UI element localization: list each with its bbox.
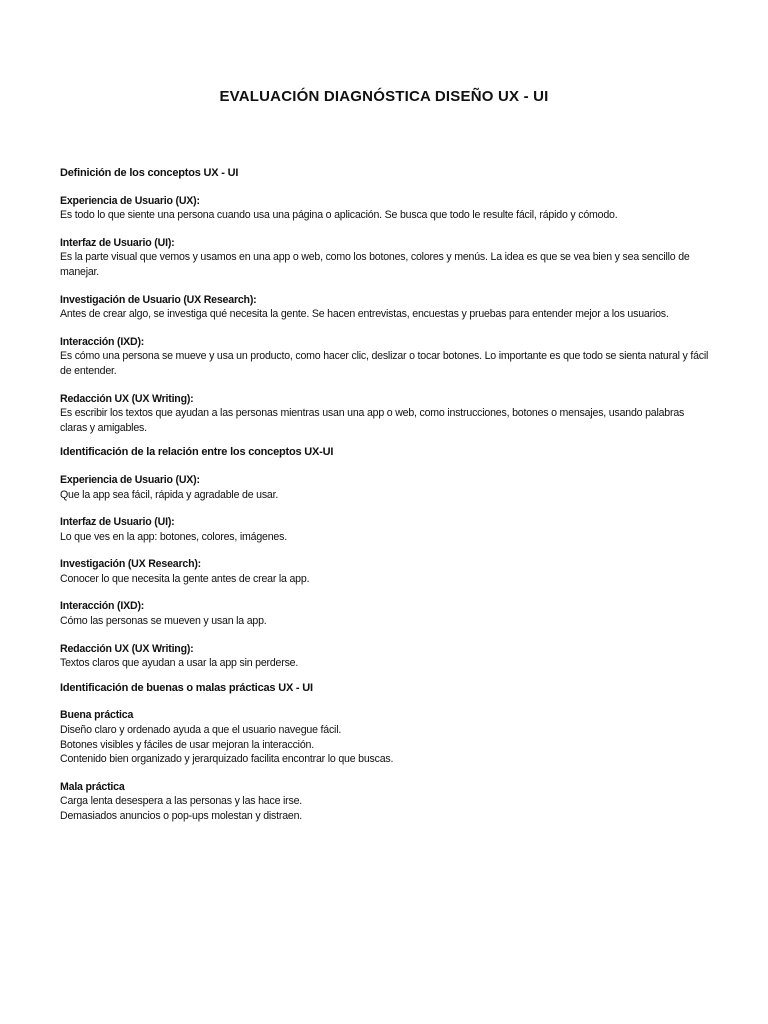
item-term: Interfaz de Usuario (UI): [60,516,175,529]
item-text: Lo que ves en la app: botones, colores, imágenes. [60,530,287,543]
section-practices [60,681,710,824]
relation-item [60,473,710,502]
definition-item [60,335,710,379]
relation-item [60,599,710,628]
section-heading: Identificación de buenas o malas prácticas UX - UI [60,681,313,694]
item-line: Diseño claro y ordenado ayuda a que el usuario navegue fácil. [60,724,342,737]
item-term: Mala práctica [60,780,125,793]
bad-practice-item [60,780,710,824]
item-line: Contenido bien organizado y jerarquizado facilita encontrar lo que buscas. [60,753,394,766]
item-term: Redacción UX (UX Writing): [60,642,194,655]
definition-item [60,293,710,322]
item-text: Textos claros que ayudan a usar la app sin perderse. [60,657,299,670]
item-term: Interacción (IXD): [60,600,145,613]
page-title: EVALUACIÓN DIAGNÓSTICA DISEÑO UX - UI [219,88,549,105]
item-line: Botones visibles y fáciles de usar mejoran la interacción. [60,738,314,751]
section-heading: Definición de los conceptos UX - UI [60,167,239,179]
item-text: Antes de crear algo, se investiga qué necesita la gente. Se hacen entrevistas, encuestas y pruebas para entender mejor a los usuarios. [60,308,669,321]
item-term: Investigación de Usuario (UX Research): [60,293,257,306]
item-text: Que la app sea fácil, rápida y agradable de usar. [60,488,279,501]
item-line: Carga lenta desespera a las personas y las hace irse. [60,795,303,808]
item-term: Interacción (IXD): [60,335,145,348]
section-definitions [60,166,710,435]
definition-item [60,236,710,280]
item-text: Es todo lo que siente una persona cuando usa una página o aplicación. Se busca que todo le resulte fácil, rápido y cómodo. [60,209,618,222]
item-term: Redacción UX (UX Writing): [60,392,194,405]
definition-item [60,194,710,223]
item-text: Cómo las personas se mueven y usan la app. [60,615,267,628]
item-text: Es cómo una persona se mueve y usa un producto, como hacer clic, deslizar o tocar botones. Lo importante es que todo se sienta natural y fácil de entender. [60,350,709,377]
item-line: Demasiados anuncios o pop-ups molestan y distraen. [60,810,303,822]
document-body [60,166,710,824]
item-term: Interfaz de Usuario (UI): [60,236,175,249]
item-term: Experiencia de Usuario (UX): [60,194,200,207]
section-relations [60,445,710,671]
good-practice-item [60,708,710,766]
item-term: Experiencia de Usuario (UX): [60,473,200,486]
item-text: Conocer lo que necesita la gente antes de crear la app. [60,572,310,585]
relation-item [60,515,710,544]
definition-item [60,392,710,436]
item-term: Buena práctica [60,709,134,722]
relation-item [60,557,710,586]
relation-item [60,642,710,671]
item-term: Investigación (UX Research): [60,558,201,571]
item-text: Es escribir los textos que ayudan a las personas mientras usan una app o web, como instrucciones, botones o mensajes, usando palabras claras y amigables. [60,407,685,434]
section-heading: Identificación de la relación entre los conceptos UX-UI [60,446,334,459]
item-text: Es la parte visual que vemos y usamos en una app o web, como los botones, colores y menús. La idea es que se vea bien y sea sencillo de manejar. [60,251,690,278]
